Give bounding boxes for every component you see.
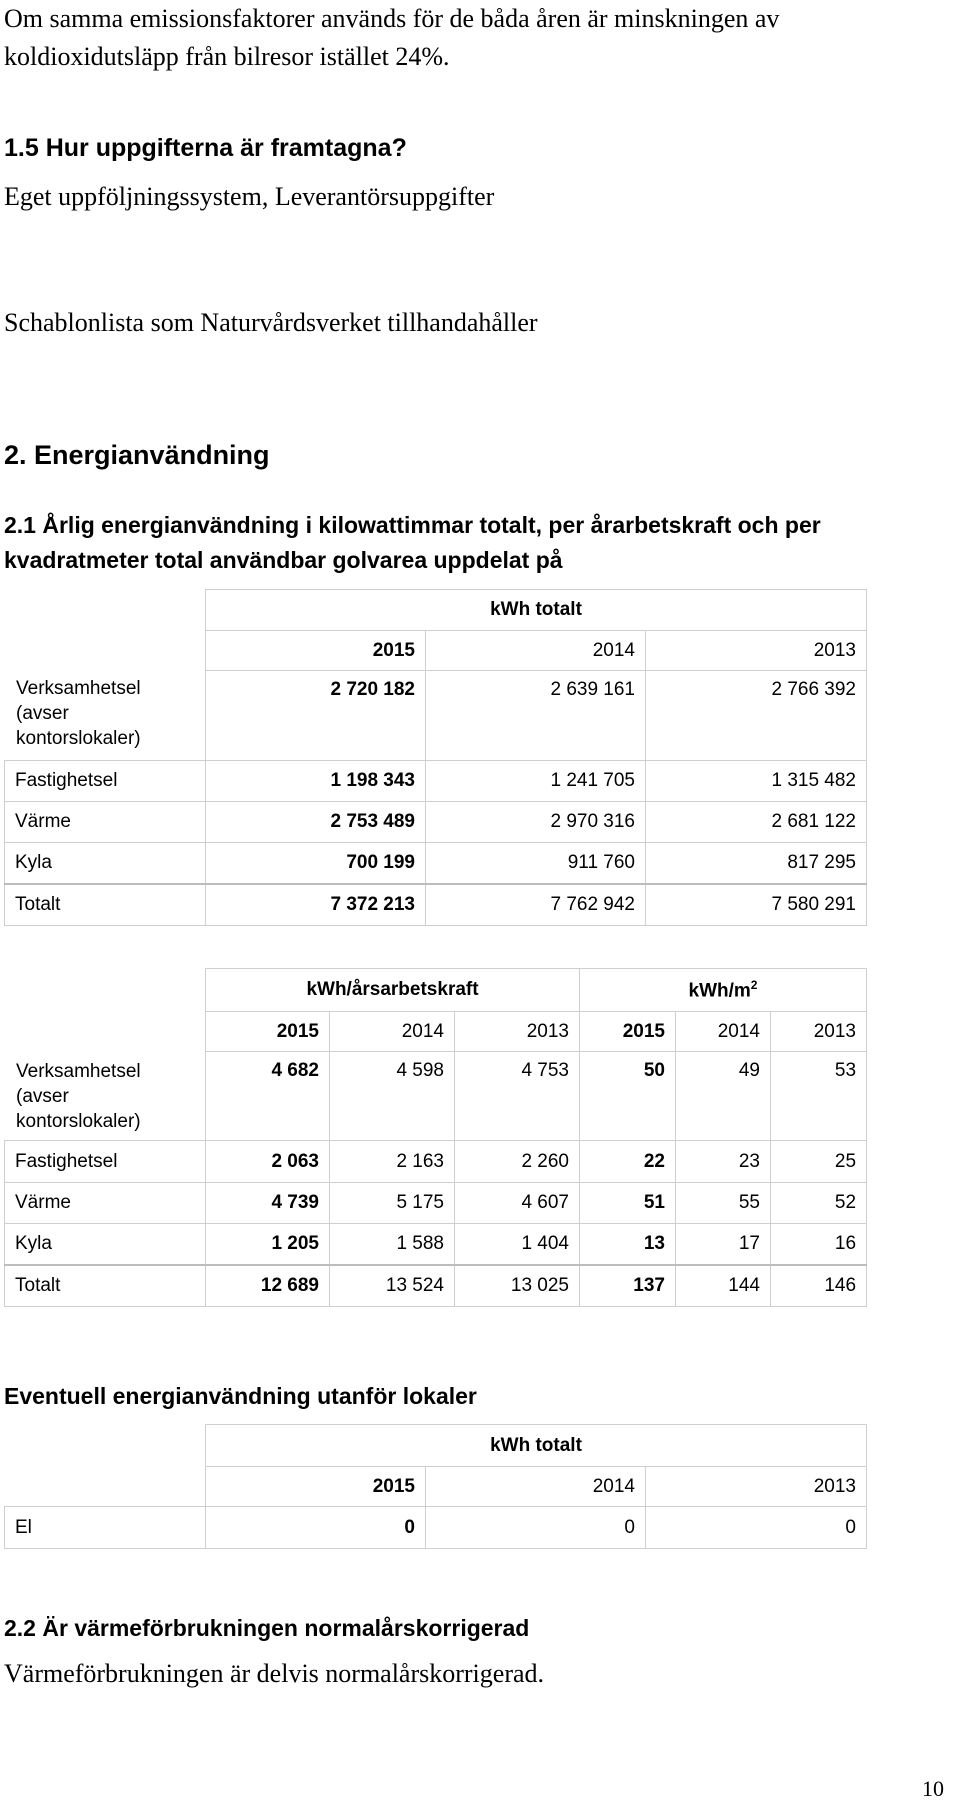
value-cell: 2 163 <box>330 1141 455 1183</box>
year-header: 2014 <box>676 1012 771 1052</box>
section-1-5-text: Eget uppföljningssystem, Leverantörsuppgifter <box>4 182 495 211</box>
value-cell: 16 <box>771 1224 867 1265</box>
value-cell: 1 198 343 <box>206 761 426 802</box>
row-label: Totalt <box>5 884 206 926</box>
row-label: Kyla <box>5 843 206 884</box>
value-cell: 52 <box>771 1183 867 1224</box>
value-cell: 50 <box>580 1052 676 1141</box>
per-sqm-unit: kWh/m <box>688 980 751 1002</box>
header-empty-cell <box>5 1425 206 1507</box>
section-2-2-heading: 2.2 Är värmeförbrukningen normalårskorrigerad <box>4 1615 530 1641</box>
value-cell: 53 <box>771 1052 867 1141</box>
value-cell: 1 315 482 <box>646 761 867 802</box>
year-header: 2013 <box>455 1012 580 1052</box>
year-header: 2013 <box>646 631 867 671</box>
value-cell: 700 199 <box>206 843 426 884</box>
schablon-text: Schablonlista som Naturvårdsverket tillhandahåller <box>4 308 538 337</box>
value-cell: 55 <box>676 1183 771 1224</box>
kwh-total-header: kWh totalt <box>206 1425 867 1467</box>
row-label: Fastighetsel <box>5 761 206 802</box>
value-cell: 25 <box>771 1141 867 1183</box>
value-cell: 4 739 <box>206 1183 330 1224</box>
row-label: Värme <box>5 1183 206 1224</box>
row-label: Värme <box>5 802 206 843</box>
energy-total-table <box>4 589 867 926</box>
year-header: 2015 <box>206 1467 426 1507</box>
row-label: Verksamhetsel (avser kontorslokaler) <box>16 1061 141 1132</box>
row-label: Kyla <box>5 1224 206 1265</box>
value-cell: 2 063 <box>206 1141 330 1183</box>
year-header: 2014 <box>330 1012 455 1052</box>
per-employee-header: kWh/årsarbetskraft <box>206 969 580 1012</box>
section-2-heading: 2. Energianvändning <box>4 440 270 470</box>
year-header: 2014 <box>426 1467 646 1507</box>
value-cell: 2 970 316 <box>426 802 646 843</box>
value-cell: 2 766 392 <box>646 671 867 761</box>
value-cell: 7 762 942 <box>426 884 646 926</box>
value-cell: 144 <box>676 1265 771 1307</box>
value-cell: 1 241 705 <box>426 761 646 802</box>
value-cell: 0 <box>646 1507 867 1549</box>
value-cell: 7 580 291 <box>646 884 867 926</box>
value-cell: 4 682 <box>206 1052 330 1141</box>
value-cell: 2 753 489 <box>206 802 426 843</box>
year-header: 2015 <box>206 631 426 671</box>
section-2-2-text: Värmeförbrukningen är delvis normalårskorrigerad. <box>4 1659 545 1688</box>
value-cell: 817 295 <box>646 843 867 884</box>
row-label: Totalt <box>5 1265 206 1307</box>
value-cell: 2 681 122 <box>646 802 867 843</box>
external-energy-table <box>4 1424 867 1549</box>
per-sqm-header <box>580 969 867 1012</box>
value-cell: 146 <box>771 1265 867 1307</box>
kwh-total-header: kWh totalt <box>206 590 867 631</box>
value-cell: 2 260 <box>455 1141 580 1183</box>
section-2-1-heading: 2.1 Årlig energianvändning i kilowattimmar totalt, per årarbetskraft och per kvadratmeter total användbar golvarea uppdelat på <box>4 512 821 573</box>
value-cell: 1 205 <box>206 1224 330 1265</box>
section-1-5-heading: 1.5 Hur uppgifterna är framtagna? <box>4 134 407 162</box>
row-label: Verksamhetsel (avser kontorslokaler) <box>16 678 141 749</box>
value-cell: 0 <box>426 1507 646 1549</box>
year-header: 2015 <box>580 1012 676 1052</box>
value-cell: 1 404 <box>455 1224 580 1265</box>
value-cell: 4 598 <box>330 1052 455 1141</box>
row-label: Fastighetsel <box>5 1141 206 1183</box>
value-cell: 23 <box>676 1141 771 1183</box>
page-number: 10 <box>922 1776 944 1801</box>
value-cell: 7 372 213 <box>206 884 426 926</box>
intro-paragraph: Om samma emissionsfaktorer används för de båda åren är minskningen av koldioxidutsläpp från bilresor istället 24%. <box>4 4 780 71</box>
year-header: 2015 <box>206 1012 330 1052</box>
value-cell: 17 <box>676 1224 771 1265</box>
value-cell: 13 524 <box>330 1265 455 1307</box>
value-cell: 22 <box>580 1141 676 1183</box>
per-sqm-superscript: 2 <box>750 977 758 992</box>
value-cell: 2 639 161 <box>426 671 646 761</box>
row-label: El <box>5 1507 206 1549</box>
value-cell: 137 <box>580 1265 676 1307</box>
value-cell: 0 <box>206 1507 426 1549</box>
value-cell: 2 720 182 <box>206 671 426 761</box>
year-header: 2014 <box>426 631 646 671</box>
value-cell: 1 588 <box>330 1224 455 1265</box>
value-cell: 13 <box>580 1224 676 1265</box>
value-cell: 12 689 <box>206 1265 330 1307</box>
value-cell: 911 760 <box>426 843 646 884</box>
value-cell: 5 175 <box>330 1183 455 1224</box>
value-cell: 49 <box>676 1052 771 1141</box>
value-cell: 4 607 <box>455 1183 580 1224</box>
year-header: 2013 <box>771 1012 867 1052</box>
value-cell: 4 753 <box>455 1052 580 1141</box>
external-energy-heading: Eventuell energianvändning utanför lokaler <box>4 1383 477 1409</box>
year-header: 2013 <box>646 1467 867 1507</box>
value-cell: 13 025 <box>455 1265 580 1307</box>
value-cell: 51 <box>580 1183 676 1224</box>
energy-per-unit-table <box>4 968 867 1307</box>
